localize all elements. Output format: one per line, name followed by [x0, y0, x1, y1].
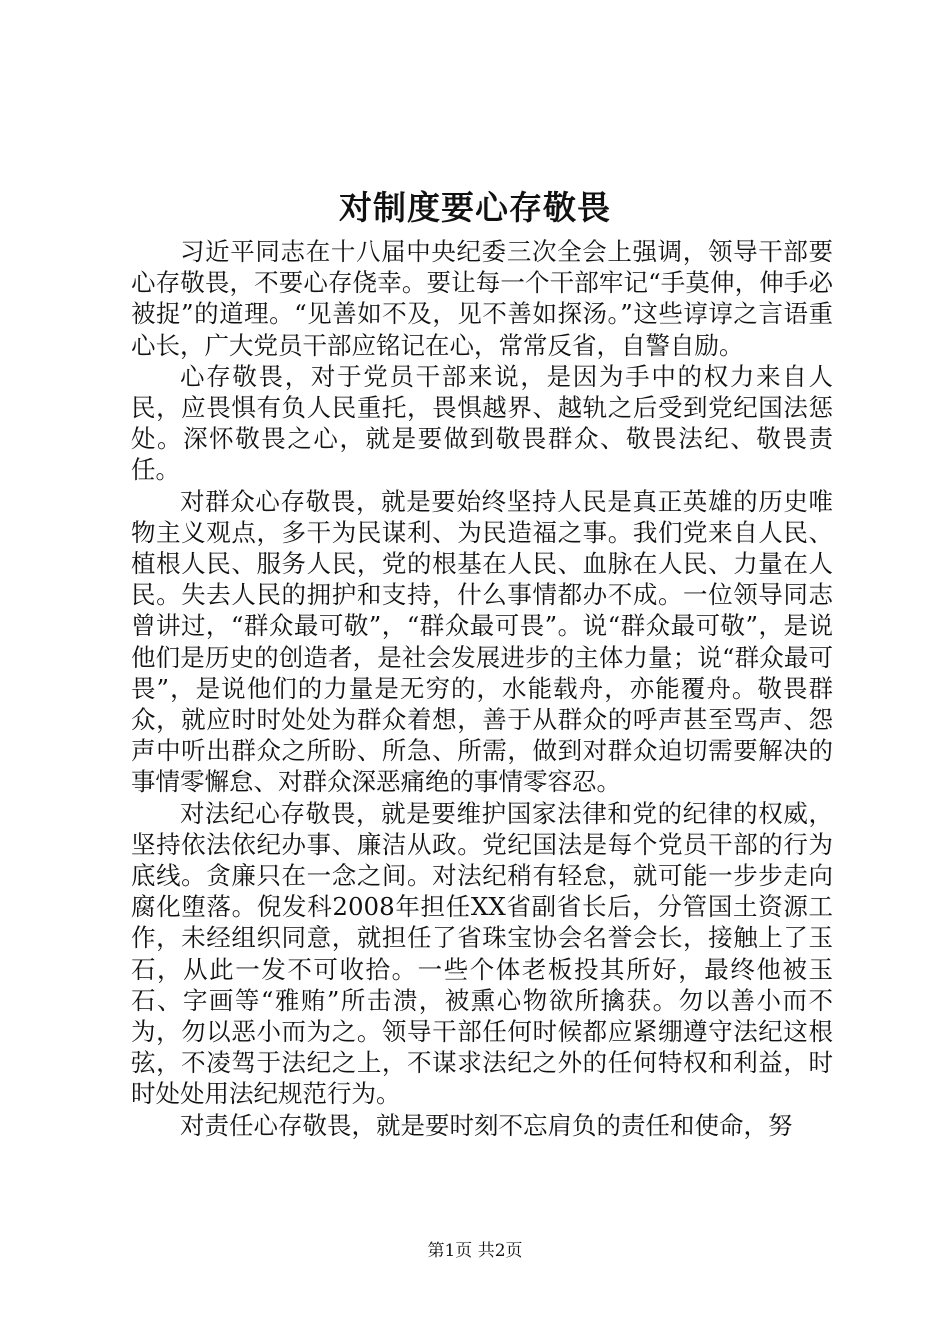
paragraph-2: 心存敬畏，对于党员干部来说，是因为手中的权力来自人民，应畏惧有负人民重托，畏惧越界、越轨之后受到党纪国法惩处。深怀敬畏之心，就是要做到敬畏群众、敬畏法纪、敬畏责任。: [131, 361, 833, 485]
paragraph-4: 对法纪心存敬畏，就是要维护国家法律和党的纪律的权威，坚持依法依纪办事、廉洁从政。党纪国法是每个党员干部的行为底线。贪廉只在一念之间。对法纪稍有轻怠，就可能一步步走向腐化堕落。倪发科2008年担任XX省副省长后，分管国土资源工作，未经组织同意，就担任了省珠宝协会名誉会长，接触上了玉石，从此一发不可收拾。一些个体老板投其所好，最终他被玉石、字画等“雅贿”所击溃，被熏心物欲所擒获。勿以善小而不为，勿以恶小而为之。领导干部任何时候都应紧绷遵守法纪这根弦，不凌驾于法纪之上，不谋求法纪之外的任何特权和利益，时时处处用法纪规范行为。: [131, 798, 833, 1109]
document-body: [131, 236, 833, 1141]
paragraph-5: 对责任心存敬畏，就是要时刻不忘肩负的责任和使命，努: [180, 1110, 793, 1140]
paragraph-1: 习近平同志在十八届中央纪委三次全会上强调，领导干部要心存敬畏，不要心存侥幸。要让每一个干部牢记“手莫伸，伸手必被捉”的道理。“见善如不及，见不善如探汤。”这些谆谆之言语重心长，广大党员干部应铭记在心，常常反省，自警自励。: [131, 237, 833, 360]
document-title: 对制度要心存敬畏: [339, 188, 611, 227]
paragraph-3: 对群众心存敬畏，就是要始终坚持人民是真正英雄的历史唯物主义观点，多干为民谋利、为民造福之事。我们党来自人民、植根人民、服务人民，党的根基在人民、血脉在人民、力量在人民。失去人民的拥护和支持，什么事情都办不成。一位领导同志曾讲过，“群众最可敬”，“群众最可畏”。说“群众最可敬”，是说他们是历史的创造者，是社会发展进步的主体力量；说“群众最可畏”，是说他们的力量是无穷的，水能载舟，亦能覆舟。敬畏群众，就应时时处处为群众着想，善于从群众的呼声甚至骂声、怨声中听出群众之所盼、所急、所需，做到对群众迫切需要解决的事情零懈怠、对群众深恶痛绝的事情零容忍。: [131, 486, 833, 797]
page-footer: 第1页 共2页: [427, 1241, 523, 1261]
